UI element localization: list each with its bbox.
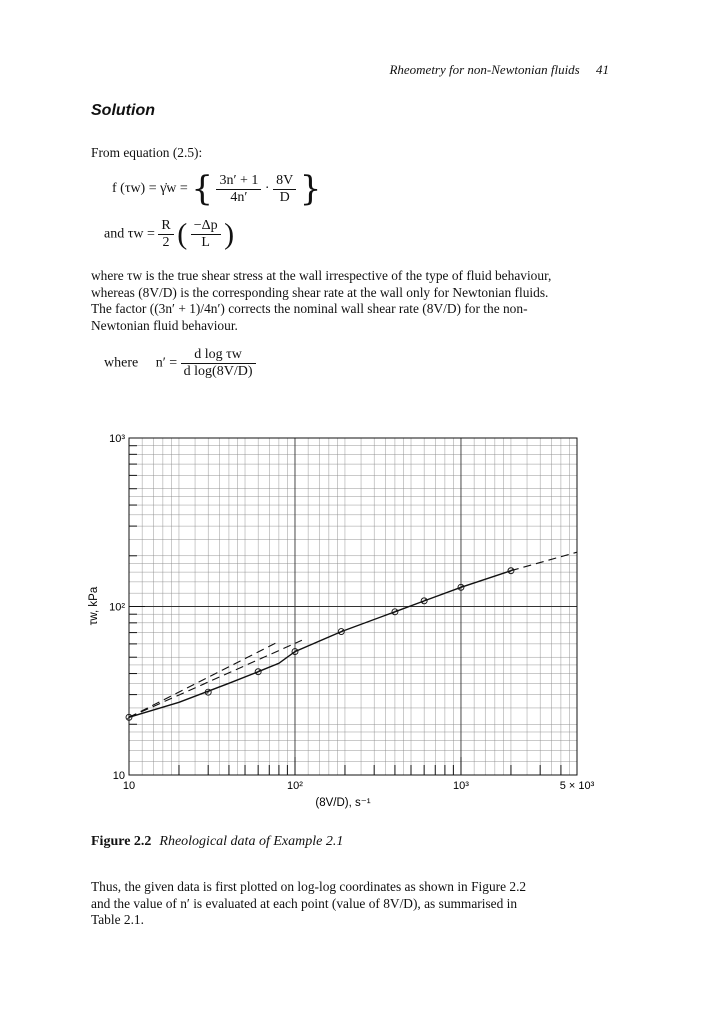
x-tick-label: 10 <box>122 780 136 792</box>
paragraph-line: where τw is the true shear stress at the wall irrespective of the type of fluid behaviour, <box>91 268 552 283</box>
fraction-dlog-numerator: d log τw <box>181 347 256 364</box>
fraction-a-numerator: 3n′ + 1 <box>216 173 261 190</box>
chart-series <box>126 552 577 720</box>
figure-label: Figure 2.2 <box>91 834 152 849</box>
y-tick-label: 10² <box>109 601 125 614</box>
chart-grid <box>129 438 577 775</box>
equation3-where: where <box>104 355 139 371</box>
multiply-dot: · <box>264 181 270 197</box>
paragraph-line: Newtonian fluid behaviour. <box>91 317 238 333</box>
equation1-lhs: f (τw) = γ̇w = <box>112 181 188 197</box>
equation2-lhs: and τw = <box>104 226 155 242</box>
equation3-lhs: n′ = <box>155 355 178 371</box>
fraction-dp-numerator: −Δp <box>191 218 221 235</box>
x-tick-label: 10³ <box>453 780 469 792</box>
left-paren: ( <box>177 217 188 251</box>
left-brace: { <box>191 169 213 209</box>
dashed-line <box>129 642 279 718</box>
dashed-line <box>129 640 302 717</box>
paragraph-line: Thus, the given data is first plotted on log-log coordinates as shown in Figure 2.2 <box>91 879 527 894</box>
paragraph-line: The factor ((3n′ + 1)/4n′) corrects the nominal wall shear rate (8V/D) for the non- <box>91 301 528 316</box>
intro-text: From equation (2.5): <box>91 145 203 160</box>
paragraph-line: whereas (8V/D) is the corresponding shear rate at the wall only for Newtonian fluids. <box>91 284 549 300</box>
figure-caption <box>91 834 343 850</box>
paragraph-line: Table 2.1. <box>91 912 144 927</box>
fraction-b-denominator: D <box>279 189 290 205</box>
fraction-a-denominator: 4n′ <box>230 189 248 205</box>
x-axis-label: (8V/D), s⁻¹ <box>315 797 371 809</box>
y-axis-label: τw, kPa <box>88 586 100 626</box>
x-tick-label: 5 × 10³ <box>559 780 595 792</box>
solution-heading: Solution <box>91 102 155 119</box>
x-tick-label: 10² <box>287 780 303 792</box>
dashed-line <box>511 552 577 571</box>
running-title: Rheometry for non-Newtonian fluids <box>389 62 580 77</box>
paragraph-line: and the value of n′ is evaluated at each point (value of 8V/D), as summarised in <box>91 895 518 911</box>
right-brace: } <box>299 169 322 209</box>
y-tick-label: 10³ <box>109 433 125 445</box>
fraction-r-denominator: 2 <box>162 235 170 250</box>
fraction-dlog-denominator: d log(8V/D) <box>183 364 253 379</box>
fraction-b-numerator: 8V <box>273 173 296 190</box>
fraction-r-numerator: R <box>158 218 173 235</box>
closing-paragraph <box>91 879 607 929</box>
figure-caption-text: Rheological data of Example 2.1 <box>159 834 344 849</box>
page-number: 41 <box>596 62 609 77</box>
fraction-dp-denominator: L <box>201 235 210 250</box>
y-tick-label: 10 <box>112 770 125 782</box>
right-paren: ) <box>224 217 235 251</box>
axis-labels <box>88 433 595 809</box>
